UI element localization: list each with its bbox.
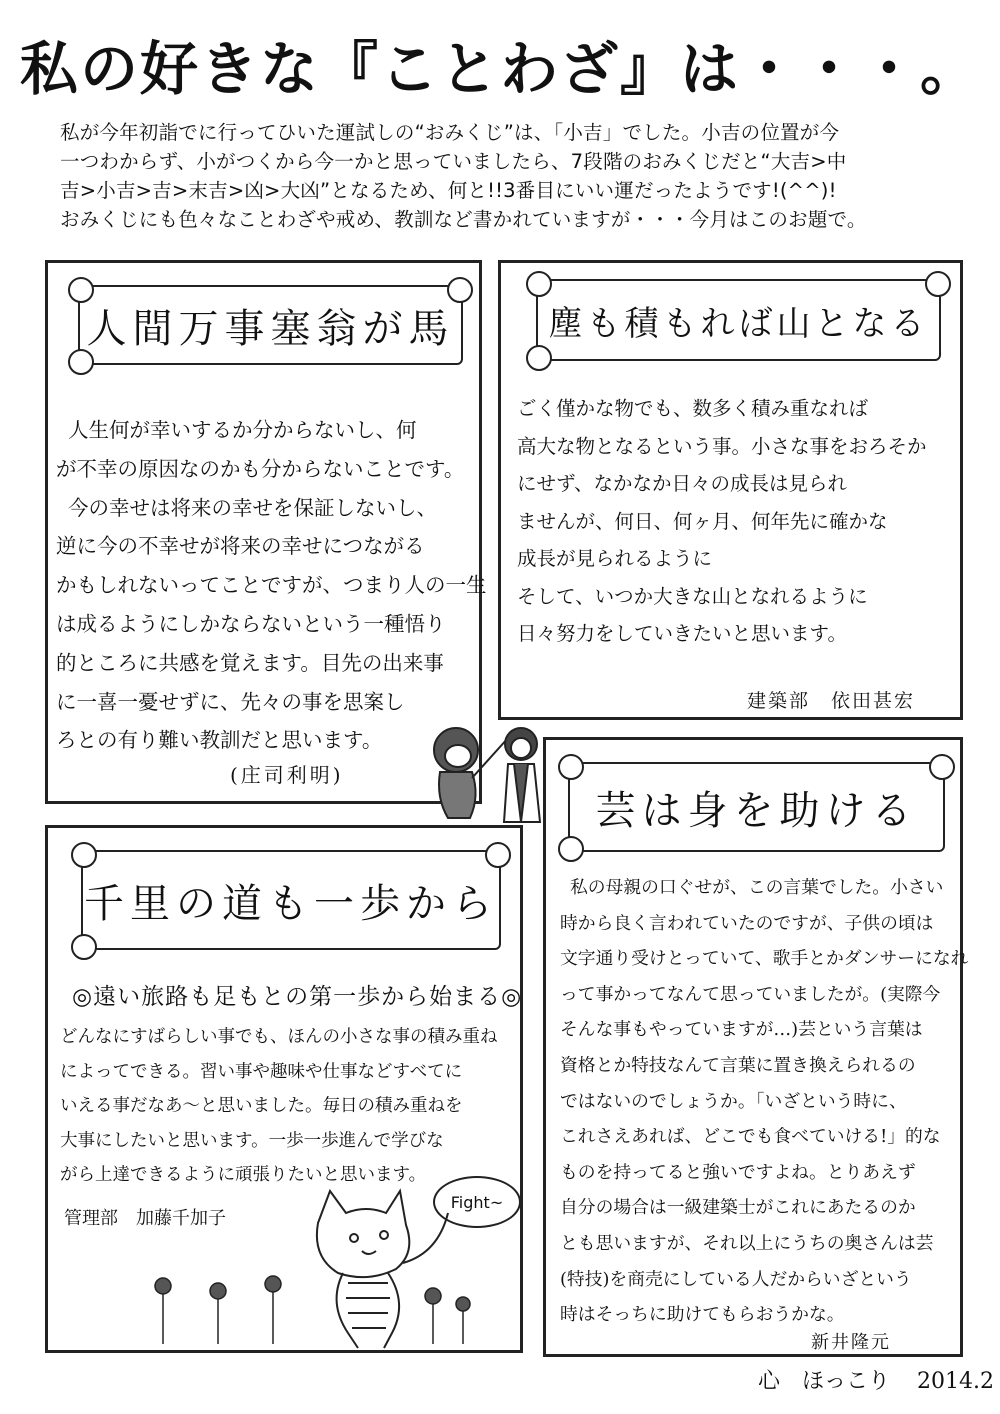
footer-date: 2014.2 — [917, 1369, 994, 1394]
scroll-banner — [536, 279, 941, 361]
body-line: いえる事だなあ〜と思いました。毎日の積み重ねを — [60, 1096, 463, 1116]
body-line: 的ところに共感を覚えます。目先の出来事 — [56, 650, 444, 675]
body-line: が不幸の原因なのかも分からないことです。 — [56, 456, 465, 481]
body-line: がら上達できるように頑張りたいと思います。 — [60, 1165, 427, 1185]
signature: 建築部 依田甚宏 — [747, 690, 916, 712]
body-line: 日々努力をしていきたいと思います。 — [517, 622, 847, 645]
body-line: そんな事もやっていますが…)芸という言葉は — [560, 1019, 923, 1041]
proverb-box-ningen — [45, 260, 487, 804]
page-title: 私の好きな『ことわざ』は・・・。 — [19, 35, 980, 103]
section-headline: ◎遠い旅路も足もとの第一歩から始まる◎ — [72, 984, 523, 1010]
body-line: 私の母親の口ぐせが、この言葉でした。小さい — [570, 877, 944, 898]
body-line: 時から良く言われていたのですが、子供の頃は — [560, 912, 934, 934]
body-line: 文字通り受けとっていて、歌手とかダンサーになれ — [560, 948, 969, 970]
bubble-text: Fight~ — [450, 1192, 504, 1212]
scroll-curl — [558, 836, 584, 862]
intro-line: おみくじにも色々なことわざや戒め、教訓など書かれていますが・・・今月はこのお題で。 — [60, 208, 867, 231]
body-line: とも思いますが、それ以上にうちの奥さんは芸 — [560, 1232, 934, 1254]
flowers-illustration — [143, 1266, 483, 1346]
intro-line: 一つわからず、小がつくから今一かと思っていましたら、7段階のおみくじだと“大吉>中 — [60, 150, 847, 173]
section-body — [560, 870, 968, 1333]
body-line: にせず、なかなか日々の成長は見られ — [517, 472, 847, 495]
body-line: 時はそっちに助けてもらおうかな。 — [560, 1304, 845, 1326]
body-line: ろとの有り難い教訓だと思います。 — [56, 728, 383, 753]
body-line: ごく僅かな物でも、数多く積み重なれば — [517, 397, 869, 420]
signature: (庄司利明) — [230, 763, 344, 787]
proverb-box-chiri — [498, 260, 963, 720]
body-line: に一喜一憂せずに、先々の事を思案し — [56, 689, 405, 714]
body-line: ではないのでしょうか。「いざという時に、 — [560, 1090, 907, 1112]
body-line: 大事にしたいと思います。一歩一歩進んで学びな — [60, 1130, 444, 1151]
body-line: 成長が見られるように — [517, 547, 713, 570]
footer — [758, 1364, 994, 1395]
body-line: 高大な物となるという事。小さな事をおろそか — [517, 434, 927, 458]
footer-label: 心 ほっこり — [758, 1369, 891, 1394]
body-line: ものを持ってると強いですよね。とりあえず — [560, 1161, 916, 1183]
scroll-curl — [68, 349, 94, 375]
section-body — [56, 411, 487, 760]
scroll-banner — [78, 285, 463, 365]
intro-paragraph — [60, 118, 950, 234]
body-line: って事かってなんて思っていましたが。(実際今 — [560, 983, 941, 1005]
body-line: 資格とか特技なんて言葉に置き換えられるの — [560, 1054, 916, 1076]
scroll-banner — [81, 850, 501, 950]
section-title: 芸は身を助ける — [595, 787, 918, 834]
section-body — [517, 390, 927, 653]
scroll-banner — [568, 762, 945, 852]
section-title: 千里の道も一歩から — [84, 880, 498, 927]
body-line: (特技)を商売にしている人だからいざという — [560, 1268, 912, 1290]
signature: 管理部 加藤千加子 — [64, 1208, 226, 1229]
signature: 新井隆元 — [811, 1332, 891, 1353]
body-line: これさえあれば、どこでも食べていける!」的な — [560, 1126, 941, 1148]
proverb-box-senri — [45, 825, 523, 1353]
body-line: ませんが、何日、何ヶ月、何年先に確かな — [517, 509, 888, 533]
body-line: 人生何が幸いするか分からないし、何 — [68, 418, 417, 442]
body-line: かもしれないってことですが、つまり人の一生 — [56, 573, 487, 598]
body-line: そして、いつか大きな山となれるように — [517, 584, 868, 608]
body-line: 逆に今の不幸せが将来の幸せにつながる — [56, 534, 425, 559]
intro-line: 私が今年初詣でに行ってひいた運試しの“おみくじ”は、「小吉」でした。小吉の位置が今 — [60, 121, 840, 144]
body-line: によってできる。習い事や趣味や仕事などすべてに — [60, 1061, 463, 1082]
body-line: 今の幸せは将来の幸せを保証しないし、 — [68, 495, 437, 520]
intro-line: 吉>小吉>吉>末吉>凶>大凶”となるため、何と!!3番目にいい運だったようです!(^^)! — [60, 179, 837, 202]
monkey-and-child-illustration — [418, 718, 553, 826]
section-body — [60, 1020, 498, 1193]
proverb-box-gei — [543, 737, 969, 1357]
body-line: 自分の場合は一級建築士がこれにあたるのか — [560, 1197, 916, 1219]
scroll-curl — [71, 934, 97, 960]
body-line: どんなにすばらしい事でも、ほんの小さな事の積み重ね — [60, 1027, 498, 1047]
section-title: 塵も積もれば山となる — [548, 303, 929, 344]
scroll-curl — [526, 345, 552, 371]
body-line: は成るようにしかならないという一種悟り — [56, 611, 446, 636]
section-title: 人間万事塞翁が馬 — [86, 305, 455, 352]
